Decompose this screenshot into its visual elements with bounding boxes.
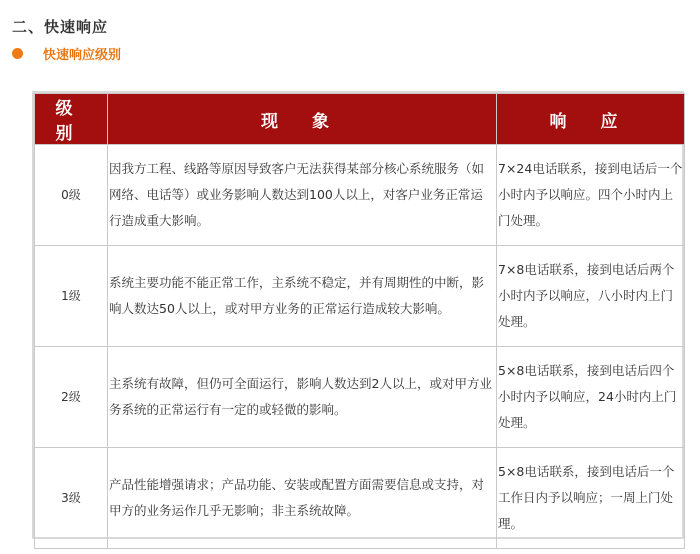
table-header-row [35,94,685,145]
level-cell: 3级 [35,448,108,549]
header-level: 级 别 [35,94,108,145]
response-level-table [32,91,684,539]
header-response: 响 应 [497,94,685,145]
response-cell: 5×8电话联系，接到电话后四个小时内予以响应，24小时内上门处理。 [497,347,685,448]
phenomenon-cell: 系统主要功能不能正常工作，主系统不稳定，并有周期性的中断，影响人数达50人以上，或对甲方业务的正常运行造成较大影响。 [108,246,497,347]
table-row [35,246,685,347]
orange-bullet-icon [12,48,23,59]
phenomenon-cell: 产品性能增强请求；产品功能、安装或配置方面需要信息或支持，对甲方的业务运作几乎无影响；非主系统故障。 [108,448,497,549]
response-cell: 7×8电话联系，接到电话后两个小时内予以响应，八小时内上门处理。 [497,246,685,347]
header-phenomenon: 现 象 [108,94,497,145]
subsection-heading-text: 快速响应级别 [43,48,122,63]
response-cell: 7×24电话联系，接到电话后一个小时内予以响应。四个小时内上门处理。 [497,145,685,246]
level-cell: 2级 [35,347,108,448]
phenomenon-cell: 因我方工程、线路等原因导致客户无法获得某部分核心系统服务（如网络、电话等）或业务影响人数达到100人以上，对客户业务正常运行造成重大影响。 [108,145,497,246]
level-cell: 0级 [35,145,108,246]
subsection-heading [12,44,121,63]
table-row [35,448,685,549]
table-row [35,145,685,246]
response-cell: 5×8电话联系，接到电话后一个工作日内予以响应；一周上门处理。 [497,448,685,549]
table-row [35,347,685,448]
phenomenon-cell: 主系统有故障，但仍可全面运行，影响人数达到2人以上，或对甲方业务系统的正常运行有一定的或轻微的影响。 [108,347,497,448]
level-cell: 1级 [35,246,108,347]
section-heading: 二、快速响应 [12,18,109,36]
